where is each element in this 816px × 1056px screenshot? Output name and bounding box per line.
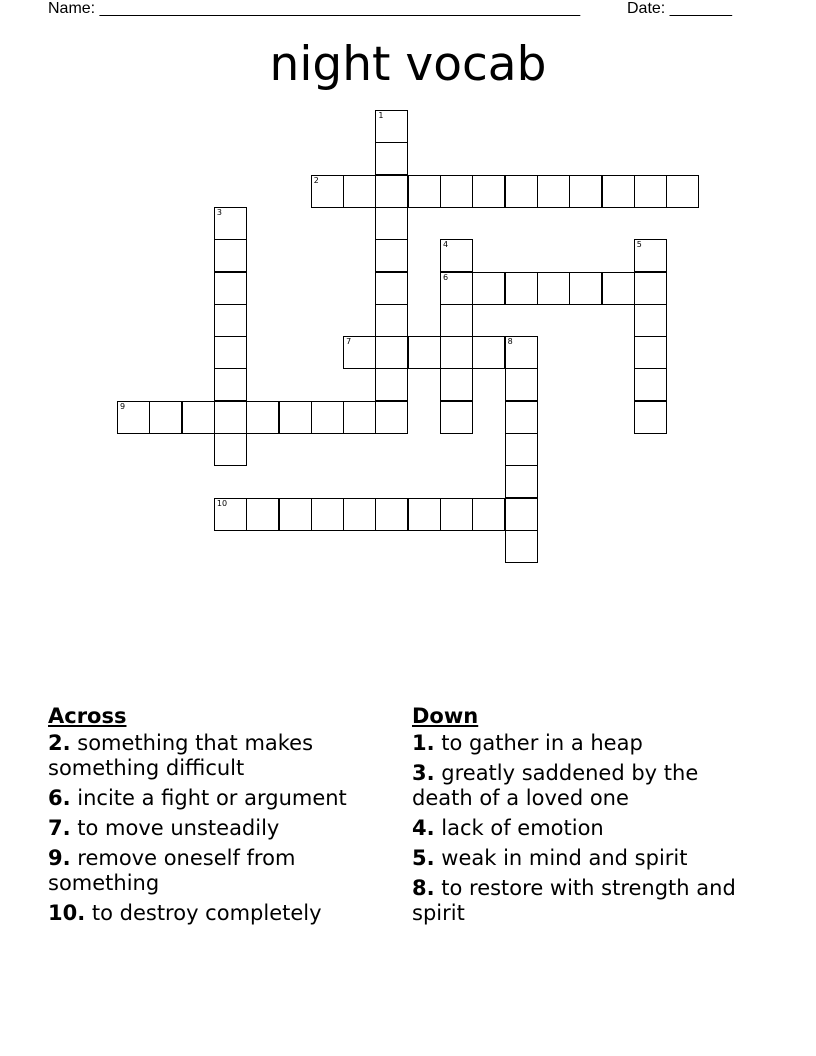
grid-cell <box>214 239 247 272</box>
grid-cell <box>634 336 667 369</box>
grid-cell <box>375 239 408 272</box>
grid-cell <box>440 175 473 208</box>
grid-cell <box>408 336 441 369</box>
grid-cell <box>440 272 473 305</box>
down-clue-8 <box>412 876 742 926</box>
across-clue-6 <box>48 786 388 811</box>
grid-cell <box>149 401 182 434</box>
grid-cell <box>634 304 667 337</box>
across-clue-2 <box>48 731 388 781</box>
down-clue-1 <box>412 731 742 756</box>
clue-number: 10. <box>48 901 86 925</box>
clue-text: lack of emotion <box>434 816 604 840</box>
clue-number-label: 1 <box>378 111 384 120</box>
clue-number: 2. <box>48 731 71 755</box>
grid-cell <box>375 142 408 175</box>
grid-cell <box>279 498 312 531</box>
grid-cell <box>375 175 408 208</box>
clue-text: remove oneself from something <box>48 846 296 895</box>
grid-cell <box>246 401 279 434</box>
across-clue-7 <box>48 816 388 841</box>
grid-cell <box>375 368 408 401</box>
grid-cell <box>472 498 505 531</box>
grid-cell <box>440 498 473 531</box>
grid-cell <box>214 272 247 305</box>
grid-cell <box>440 401 473 434</box>
grid-cell <box>505 465 538 498</box>
grid-cell <box>279 401 312 434</box>
grid-cell <box>666 175 699 208</box>
grid-cell <box>214 433 247 466</box>
clue-number: 6. <box>48 786 71 810</box>
clue-number-label: 3 <box>216 207 222 217</box>
clue-number-label: 10 <box>216 498 228 508</box>
grid-cell <box>311 175 344 208</box>
clue-text: weak in mind and spirit <box>434 846 688 870</box>
grid-cell <box>343 336 376 369</box>
clue-number-label: 9 <box>120 401 126 411</box>
clue-number-label: 6 <box>443 272 449 282</box>
clue-text: to move unsteadily <box>70 816 280 840</box>
down-clue-3 <box>412 761 742 811</box>
grid-cell <box>375 336 408 369</box>
grid-cell <box>505 433 538 466</box>
across-clue-9 <box>48 846 388 896</box>
grid-cell <box>408 175 441 208</box>
clue-number: 3. <box>412 761 435 785</box>
date-field: Date: _______ <box>627 0 732 17</box>
grid-cell <box>634 239 667 272</box>
grid-cell <box>375 498 408 531</box>
clue-number: 5. <box>412 846 435 870</box>
grid-cell <box>472 175 505 208</box>
grid-cell <box>343 175 376 208</box>
grid-cell <box>343 498 376 531</box>
grid-cell <box>440 239 473 272</box>
clue-text: to gather in a heap <box>434 731 643 755</box>
grid-cell <box>602 175 635 208</box>
grid-cell <box>634 401 667 434</box>
grid-cell <box>182 401 215 434</box>
clue-number-label: 2 <box>313 175 319 185</box>
grid-cell <box>214 304 247 337</box>
grid-cell <box>505 498 538 531</box>
down-clues <box>412 703 742 931</box>
clue-number: 1. <box>412 731 435 755</box>
grid-cell <box>117 401 150 434</box>
grid-cell <box>343 401 376 434</box>
clue-text: incite a fight or argument <box>70 786 347 810</box>
grid-cell <box>440 304 473 337</box>
name-field: Name: ______________________________________________________ <box>48 0 581 17</box>
grid-cell <box>440 368 473 401</box>
down-clue-5 <box>412 846 742 871</box>
grid-cell <box>440 336 473 369</box>
down-clue-4 <box>412 816 742 841</box>
grid-cell <box>375 110 408 143</box>
grid-cell <box>505 272 538 305</box>
grid-cell <box>634 175 667 208</box>
clue-number: 4. <box>412 816 435 840</box>
grid-cell <box>472 336 505 369</box>
grid-cell <box>214 336 247 369</box>
grid-cell <box>214 498 247 531</box>
clue-number-label: 8 <box>507 337 513 347</box>
clue-text: something that makes something difficult <box>48 731 314 780</box>
grid-cell <box>602 272 635 305</box>
grid-cell <box>246 498 279 531</box>
across-clues <box>48 703 388 931</box>
clue-number: 7. <box>48 816 71 840</box>
grid-cell <box>634 272 667 305</box>
grid-cell <box>214 368 247 401</box>
grid-cell <box>505 530 538 563</box>
grid-cell <box>375 401 408 434</box>
across-heading: Across <box>48 704 127 728</box>
grid-cell <box>311 401 344 434</box>
grid-cell <box>375 272 408 305</box>
grid-cell <box>214 207 247 240</box>
clue-number: 8. <box>412 876 435 900</box>
page-title: night vocab <box>269 37 547 92</box>
grid-cell <box>505 401 538 434</box>
grid-cell <box>505 175 538 208</box>
grid-cell <box>214 401 247 434</box>
clue-number-label: 7 <box>346 337 352 347</box>
grid-cell <box>472 272 505 305</box>
grid-cell <box>505 368 538 401</box>
grid-cell <box>311 498 344 531</box>
across-clue-10 <box>48 901 388 926</box>
grid-cell <box>375 207 408 240</box>
down-heading: Down <box>412 704 479 728</box>
grid-cell <box>569 175 602 208</box>
grid-cell <box>505 336 538 369</box>
grid-cell <box>537 272 570 305</box>
grid-cell <box>569 272 602 305</box>
grid-cell <box>408 498 441 531</box>
clue-text: to restore with strength and spirit <box>412 876 736 925</box>
grid-cell <box>537 175 570 208</box>
clue-text: greatly saddened by the death of a loved one <box>412 761 699 810</box>
clue-number-label: 4 <box>443 240 449 250</box>
clue-number-label: 5 <box>636 240 642 250</box>
clue-number: 9. <box>48 846 71 870</box>
grid-cell <box>375 304 408 337</box>
clue-text: to destroy completely <box>85 901 322 925</box>
grid-cell <box>634 368 667 401</box>
